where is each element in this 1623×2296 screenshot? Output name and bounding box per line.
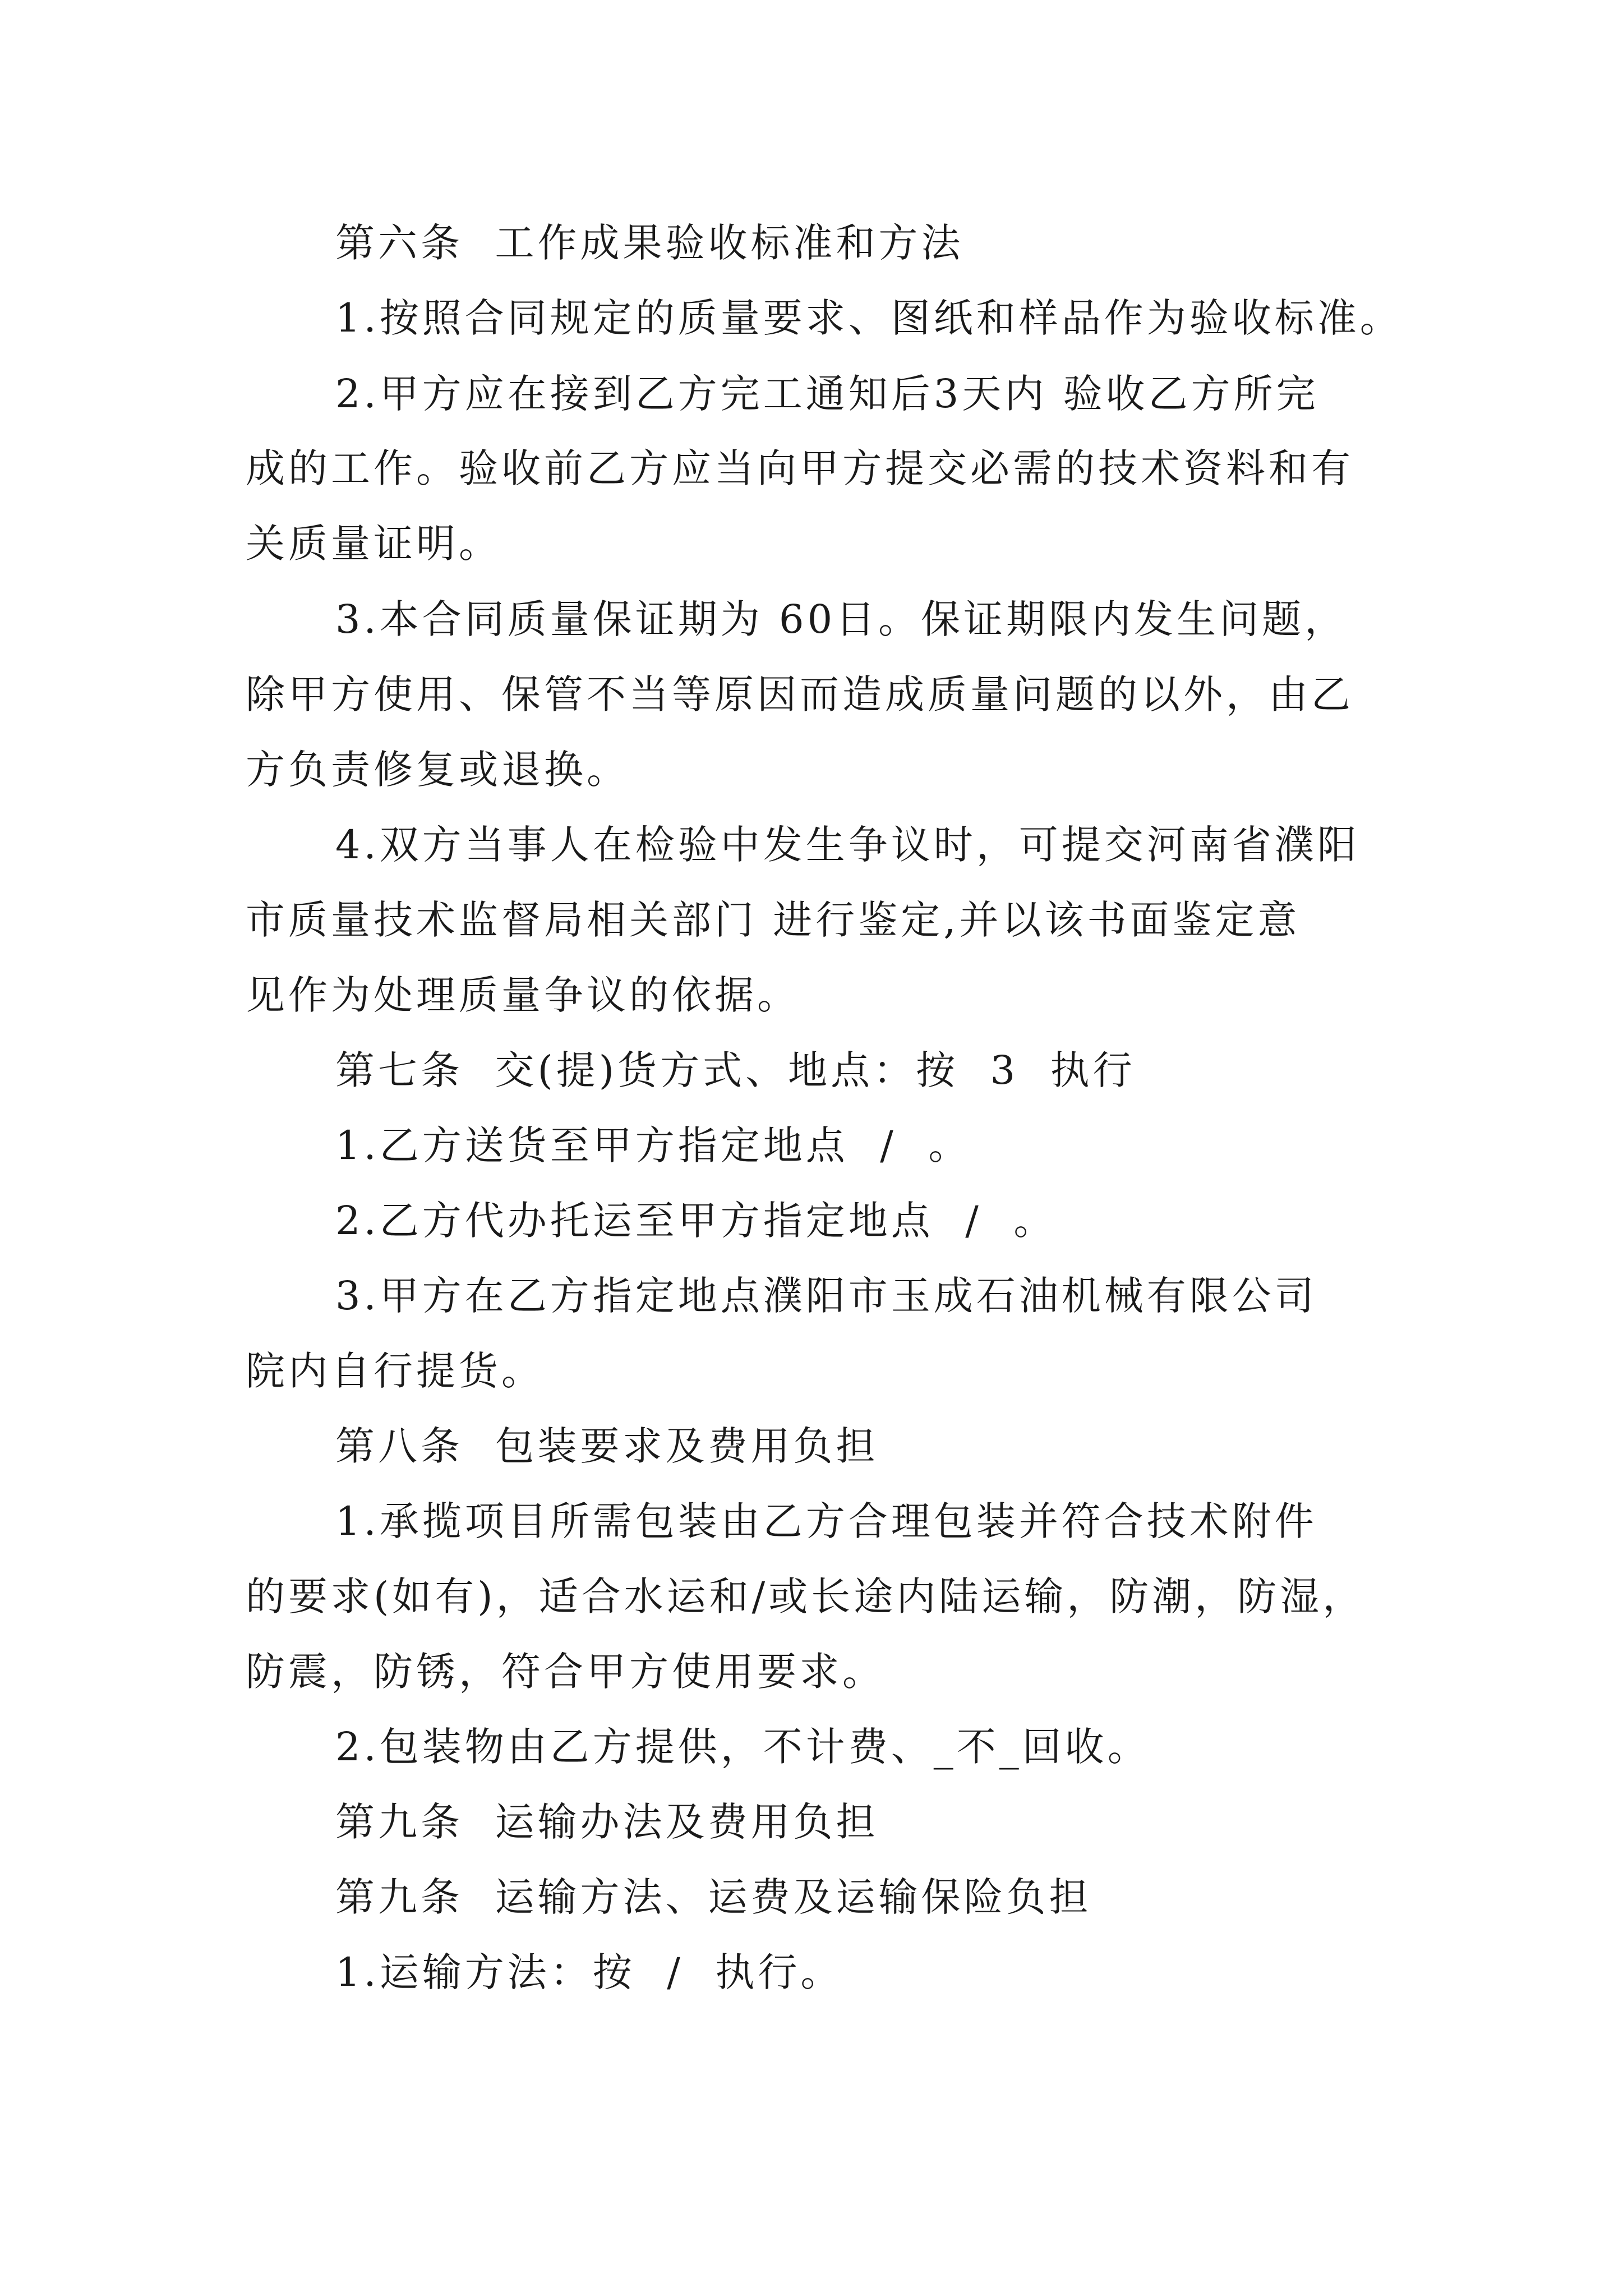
article-6-item-4-line-1: 4.双方当事人在检验中发生争议时，可提交河南省濮阳 — [335, 822, 1360, 868]
article-7-item-2: 2.乙方代办托运至甲方指定地点 / 。 — [335, 1198, 1057, 1244]
article-6-item-3-line-3: 方负责修复或退换。 — [246, 747, 629, 793]
article-8-item-2: 2.包装物由乙方提供，不计费、_不_回收。 — [335, 1724, 1150, 1770]
article-8-item-1-line-3: 防震，防锈，符合甲方使用要求。 — [246, 1649, 885, 1695]
article-6-item-3-line-2: 除甲方使用、保管不当等原因而造成质量问题的以外，由乙 — [246, 671, 1354, 717]
article-6-item-1: 1.按照合同规定的质量要求、图纸和样品作为验收标准。 — [335, 295, 1403, 341]
article-6-item-2-line-3: 关质量证明。 — [246, 521, 501, 567]
article-6-item-3-line-1: 3.本合同质量保证期为 60日。保证期限内发生问题， — [335, 596, 1348, 642]
article-8-heading: 第八条 包装要求及费用负担 — [335, 1423, 879, 1469]
article-6-heading: 第六条 工作成果验收标准和方法 — [335, 220, 964, 266]
article-6-item-4-line-2: 市质量技术监督局相关部门 进行鉴定,并以该书面鉴定意 — [246, 897, 1301, 943]
article-7-item-3-line-1: 3.甲方在乙方指定地点濮阳市玉成石油机械有限公司 — [335, 1273, 1317, 1319]
article-8-item-1-line-2: 的要求(如有)，适合水运和/或长途内陆运输，防潮，防湿， — [246, 1573, 1366, 1619]
article-7-item-3-line-2: 院内自行提货。 — [246, 1348, 544, 1394]
article-7-heading: 第七条 交(提)货方式、地点：按 3 执行 — [335, 1047, 1136, 1093]
article-6-item-2-line-1: 2.甲方应在接到乙方完工通知后3天内 验收乙方所完 — [335, 371, 1319, 417]
article-8-item-1-line-1: 1.承揽项目所需包装由乙方合理包装并符合技术附件 — [335, 1498, 1317, 1544]
article-9-heading-a: 第九条 运输办法及费用负担 — [335, 1799, 879, 1845]
article-6-item-4-line-3: 见作为处理质量争议的依据。 — [246, 972, 800, 1018]
article-6-item-2-line-2: 成的工作。验收前乙方应当向甲方提交必需的技术资料和有 — [246, 445, 1354, 491]
article-7-item-1: 1.乙方送货至甲方指定地点 / 。 — [335, 1122, 971, 1168]
article-9-item-1: 1.运输方法：按 / 执行。 — [335, 1949, 843, 1995]
article-9-heading-b: 第九条 运输方法、运费及运输保险负担 — [335, 1874, 1092, 1920]
